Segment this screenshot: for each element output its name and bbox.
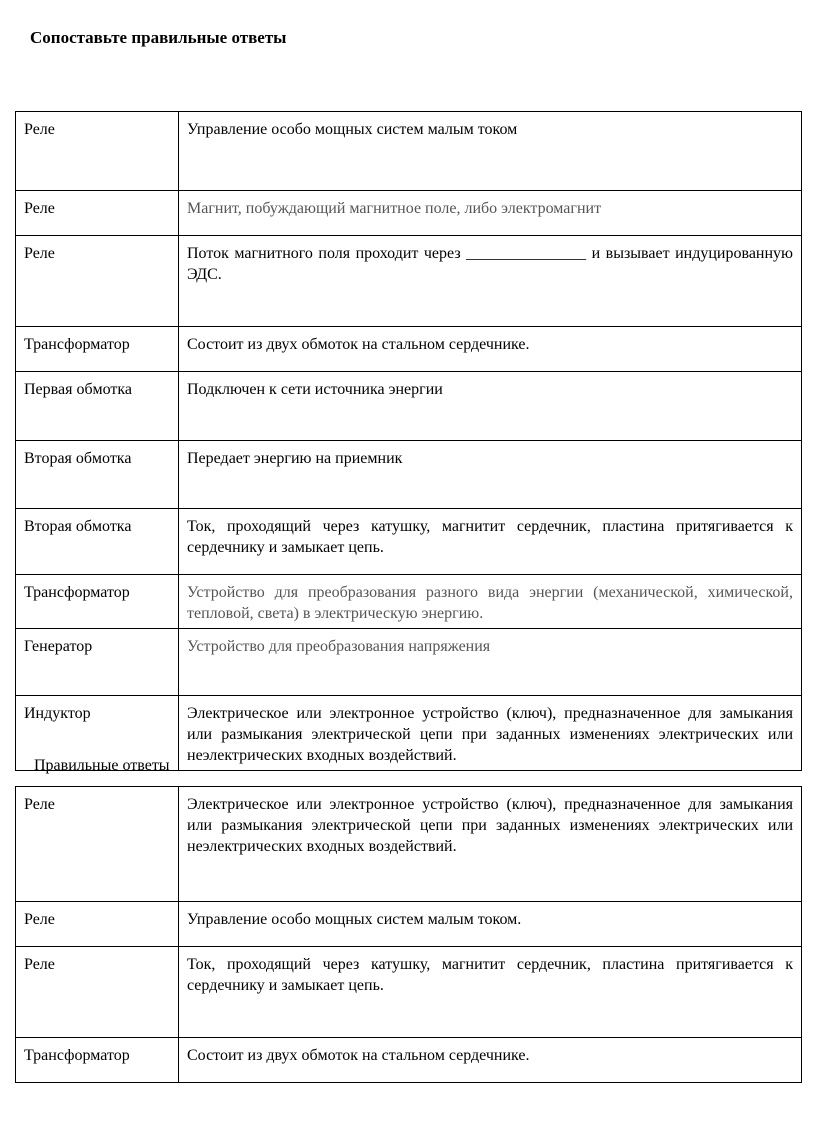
term-cell: Реле — [16, 236, 179, 327]
table-row — [16, 191, 802, 236]
table-row — [16, 372, 802, 441]
answers-table — [15, 786, 802, 1083]
term-cell: Первая обмотка — [16, 372, 179, 441]
page-title: Сопоставьте правильные ответы — [30, 28, 287, 47]
definition-cell: Управление особо мощных систем малым током. — [179, 902, 802, 947]
definition-cell: Управление особо мощных систем малым током — [179, 112, 802, 191]
table-row — [16, 947, 802, 1038]
table-row — [16, 575, 802, 629]
definition-cell: Поток магнитного поля проходит через _______________ и вызывает индуцированную ЭДС. — [179, 236, 802, 327]
table-row — [16, 236, 802, 327]
term-cell: Вторая обмотка — [16, 509, 179, 575]
term-cell: Реле — [16, 112, 179, 191]
definition-cell: Электрическое или электронное устройство (ключ), предназначенное для замыкания или размыкания электрической цепи при заданных изменениях электрических или неэлектрических входных воздействий. — [179, 696, 802, 771]
matching-table — [15, 111, 802, 771]
table-row — [16, 112, 802, 191]
definition-cell: Состоит из двух обмоток на стальном сердечнике. — [179, 1038, 802, 1083]
definition-cell: Устройство для преобразования напряжения — [179, 629, 802, 696]
definition-cell: Электрическое или электронное устройство (ключ), предназначенное для замыкания или размыкания электрической цепи при заданных изменениях электрических или неэлектрических входных воздействий. — [179, 787, 802, 902]
term-cell: Реле — [16, 902, 179, 947]
table-row — [16, 1038, 802, 1083]
definition-cell: Устройство для преобразования разного вида энергии (механической, химической, тепловой, света) в электрическую энергию. — [179, 575, 802, 629]
table-row — [16, 327, 802, 372]
term-cell: Реле — [16, 947, 179, 1038]
definition-cell: Ток, проходящий через катушку, магнитит сердечник, пластина притягивается к сердечнику и замыкает цепь. — [179, 947, 802, 1038]
term-cell: Трансформатор — [16, 327, 179, 372]
table-row — [16, 902, 802, 947]
definition-cell: Магнит, побуждающий магнитное поле, либо электромагнит — [179, 191, 802, 236]
table-row — [16, 629, 802, 696]
term-cell: Реле — [16, 191, 179, 236]
answers-heading: Правильные ответы — [34, 757, 170, 774]
term-cell: Генератор — [16, 629, 179, 696]
term-cell: Трансформатор — [16, 575, 179, 629]
term-cell: Вторая обмотка — [16, 441, 179, 509]
definition-cell: Подключен к сети источника энергии — [179, 372, 802, 441]
definition-cell: Состоит из двух обмоток на стальном сердечнике. — [179, 327, 802, 372]
table-row — [16, 509, 802, 575]
table-row — [16, 787, 802, 902]
term-cell: Реле — [16, 787, 179, 902]
table-row — [16, 441, 802, 509]
definition-cell: Передает энергию на приемник — [179, 441, 802, 509]
definition-cell: Ток, проходящий через катушку, магнитит сердечник, пластина притягивается к сердечнику и замыкает цепь. — [179, 509, 802, 575]
term-cell: Индуктор — [16, 696, 179, 771]
term-cell: Трансформатор — [16, 1038, 179, 1083]
